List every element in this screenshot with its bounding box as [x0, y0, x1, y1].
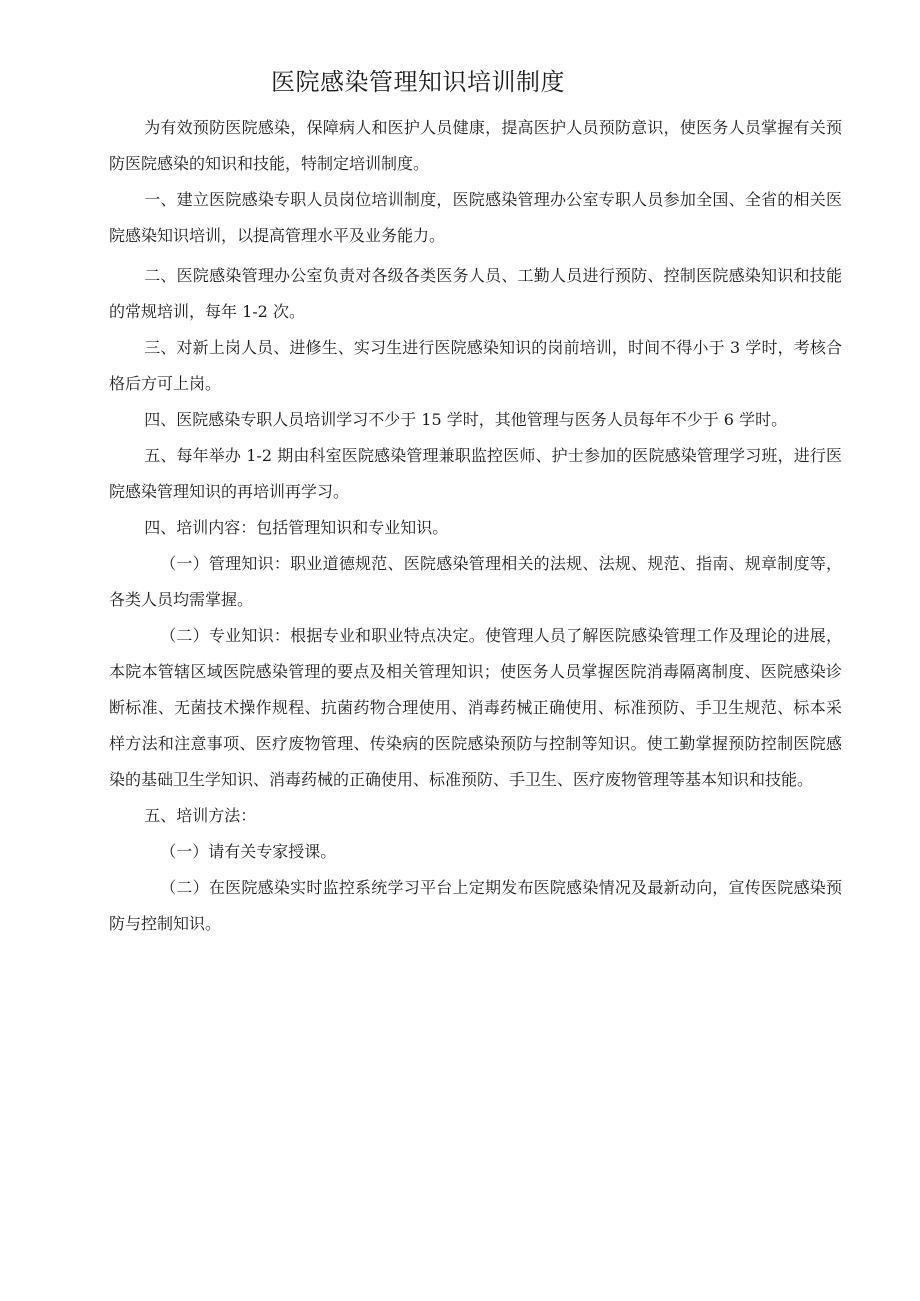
paragraph-item-3: 三、对新上岗人员、进修生、实习生进行医院感染知识的岗前培训，时间不得小于 3 学时，考核合格后方可上岗。 [109, 338, 842, 393]
paragraph-section-content: 四、培训内容：包括管理知识和专业知识。 [144, 518, 449, 537]
document-title: 医院感染管理知识培训制度 [271, 68, 565, 96]
paragraph-item-2: 二、医院感染管理办公室负责对各级各类医务人员、工勤人员进行预防、控制医院感染知识和技能的常规培训，每年 1-2 次。 [109, 266, 842, 321]
paragraph-professional-knowledge: （二）专业知识：根据专业和职业特点决定。使管理人员了解医院感染管理工作及理论的进展，本院本管辖区域医院感染管理的要点及相关管理知识；使医务人员掌握医院消毒隔离制度、医院感染诊断标准、无菌技术操作规程、抗菌药物合理使用、消毒药械正确使用、标准预防、手卫生规范、标本采样方法和注意事项、医疗废物管理、传染病的医院感染预防与控制等知识。使工勤掌握预防控制医院感染的基础卫生学知识、消毒药械的正确使用、标准预防、手卫生、医疗废物管理等基本知识和技能。 [109, 626, 842, 789]
paragraph-method-2: （二）在医院感染实时监控系统学习平台上定期发布医院感染情况及最新动向，宣传医院感染预防与控制知识。 [109, 878, 842, 933]
paragraph-item-1: 一、建立医院感染专职人员岗位培训制度，医院感染管理办公室专职人员参加全国、全省的相关医院感染知识培训，以提高管理水平及业务能力。 [109, 190, 842, 245]
document-body [109, 110, 842, 942]
paragraph-section-methods: 五、培训方法： [144, 806, 257, 825]
paragraph-intro: 为有效预防医院感染，保障病人和医护人员健康，提高医护人员预防意识，使医务人员掌握有关预防医院感染的知识和技能，特制定培训制度。 [109, 118, 842, 173]
paragraph-management-knowledge: （一）管理知识：职业道德规范、医院感染管理相关的法规、法规、规范、指南、规章制度等，各类人员均需掌握。 [109, 554, 842, 609]
paragraph-method-1: （一）请有关专家授课。 [160, 842, 337, 861]
paragraph-item-4: 四、医院感染专职人员培训学习不少于 15 学时，其他管理与医务人员每年不少于 6 学时。 [144, 410, 788, 429]
paragraph-item-5: 五、每年举办 1-2 期由科室医院感染管理兼职监控医师、护士参加的医院感染管理学习班，进行医院感染管理知识的再培训再学习。 [109, 446, 842, 501]
